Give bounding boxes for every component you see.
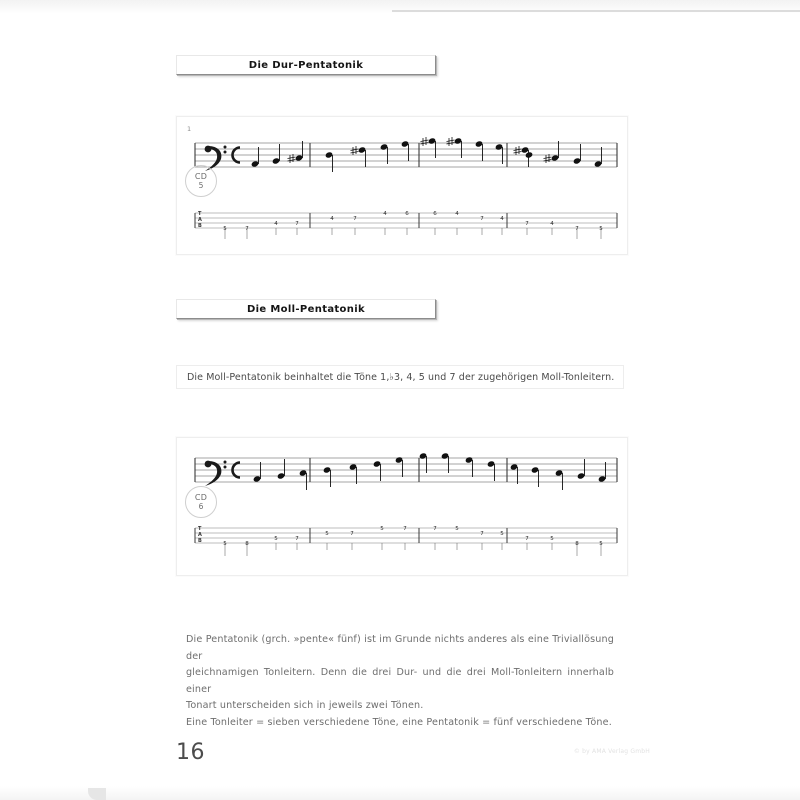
- svg-text:7: 7: [350, 531, 354, 537]
- paragraph-line-1: Die Pentatonik (grch. »pente« fünf) ist im Grunde nichts anderes als eine Triviallösung der: [186, 634, 614, 662]
- scan-edge-top-line: [392, 10, 800, 12]
- explanation-paragraph: [176, 626, 624, 728]
- svg-text:7: 7: [295, 221, 299, 227]
- section-banner-moll-pentatonik: [176, 299, 436, 319]
- measure-1-notes: [251, 141, 333, 172]
- scan-edge-bottom: [0, 786, 800, 800]
- sharp-accidental: [447, 137, 455, 146]
- svg-text:4: 4: [500, 216, 504, 222]
- staff-notation-minor: [177, 438, 627, 575]
- staff-notation-major: [177, 117, 627, 254]
- measure-1-notes: [253, 459, 331, 490]
- svg-text:A: A: [198, 217, 202, 223]
- svg-text:5: 5: [550, 536, 554, 542]
- section-banner-dur-pentatonik: [176, 55, 436, 75]
- svg-text:4: 4: [274, 221, 278, 227]
- paragraph-line-3: Tonart unterscheiden sich in jeweils zwei Tönen.: [186, 700, 424, 711]
- svg-text:5: 5: [599, 541, 603, 547]
- measure-3-notes: [447, 137, 530, 167]
- cd-track-number: 6: [198, 502, 204, 511]
- cd-label: CD: [194, 172, 208, 181]
- svg-text:5: 5: [223, 541, 227, 547]
- svg-text:7: 7: [525, 221, 529, 227]
- measure-number: 1: [187, 125, 192, 133]
- cd-badge-minor: [185, 486, 217, 518]
- svg-text:B: B: [198, 223, 202, 229]
- svg-text:5: 5: [223, 226, 227, 232]
- svg-text:5: 5: [380, 526, 384, 532]
- svg-text:T: T: [198, 526, 202, 532]
- notation-frame-major: [176, 116, 628, 255]
- tab-clef-label: [198, 211, 202, 229]
- svg-text:7: 7: [245, 226, 249, 232]
- sharp-accidental: [421, 137, 429, 146]
- measure-4-notes: [531, 459, 606, 490]
- svg-text:7: 7: [575, 226, 579, 232]
- svg-text:8: 8: [575, 541, 579, 547]
- svg-text:4: 4: [330, 216, 334, 222]
- svg-text:7: 7: [480, 531, 484, 537]
- page-number: 16: [176, 740, 205, 765]
- info-box-moll-pentatonik: [176, 365, 624, 389]
- tab-fret-numbers-minor: [223, 526, 603, 547]
- svg-text:7: 7: [295, 536, 299, 542]
- svg-text:A: A: [198, 532, 202, 538]
- notation-frame-minor: [176, 437, 628, 576]
- svg-text:5: 5: [500, 531, 504, 537]
- scan-corner-artifact: [88, 788, 106, 800]
- svg-text:5: 5: [599, 226, 603, 232]
- svg-text:T: T: [198, 211, 202, 217]
- svg-text:8: 8: [245, 541, 249, 547]
- svg-text:7: 7: [525, 536, 529, 542]
- sharp-accidental: [288, 154, 296, 163]
- svg-text:7: 7: [403, 526, 407, 532]
- svg-text:4: 4: [383, 211, 387, 217]
- svg-text:7: 7: [480, 216, 484, 222]
- info-box-text: Die Moll-Pentatonik beinhaltet die Töne 1,♭3, 4, 5 und 7 der zugehörigen Moll-Tonleitern.: [187, 371, 615, 383]
- svg-text:7: 7: [353, 216, 357, 222]
- svg-text:B: B: [198, 538, 202, 544]
- measure-4-notes: [525, 141, 602, 168]
- svg-text:4: 4: [550, 221, 554, 227]
- svg-text:6: 6: [405, 211, 409, 217]
- paragraph-line-2: gleichnamigen Tonleitern. Denn die drei Dur- und die drei Moll-Tonleitern innerhalb einer: [186, 667, 614, 695]
- svg-text:5: 5: [455, 526, 459, 532]
- svg-text:5: 5: [325, 531, 329, 537]
- paragraph-line-4: Eine Tonleiter = sieben verschiedene Töne, eine Pentatonik = fünf verschiedene Töne.: [186, 716, 612, 728]
- footer-copyright: © by AMA Verlag GmbH: [573, 748, 650, 755]
- svg-text:6: 6: [433, 211, 437, 217]
- svg-text:4: 4: [455, 211, 459, 217]
- measure-2-notes: [351, 137, 437, 167]
- sharp-accidental: [544, 154, 552, 163]
- tab-fret-numbers-major: [223, 211, 603, 232]
- svg-text:5: 5: [274, 536, 278, 542]
- section-banner-label: Die Moll-Pentatonik: [246, 303, 366, 315]
- svg-text:7: 7: [433, 526, 437, 532]
- cd-badge-major: [185, 165, 217, 197]
- cd-label: CD: [194, 493, 208, 502]
- tab-clef-label: [198, 526, 202, 544]
- cd-track-number: 5: [198, 181, 204, 190]
- section-banner-label: Die Dur-Pentatonik: [248, 59, 364, 71]
- sharp-accidental: [351, 146, 359, 155]
- measure-2-notes: [349, 452, 427, 484]
- sharp-accidental: [514, 146, 522, 155]
